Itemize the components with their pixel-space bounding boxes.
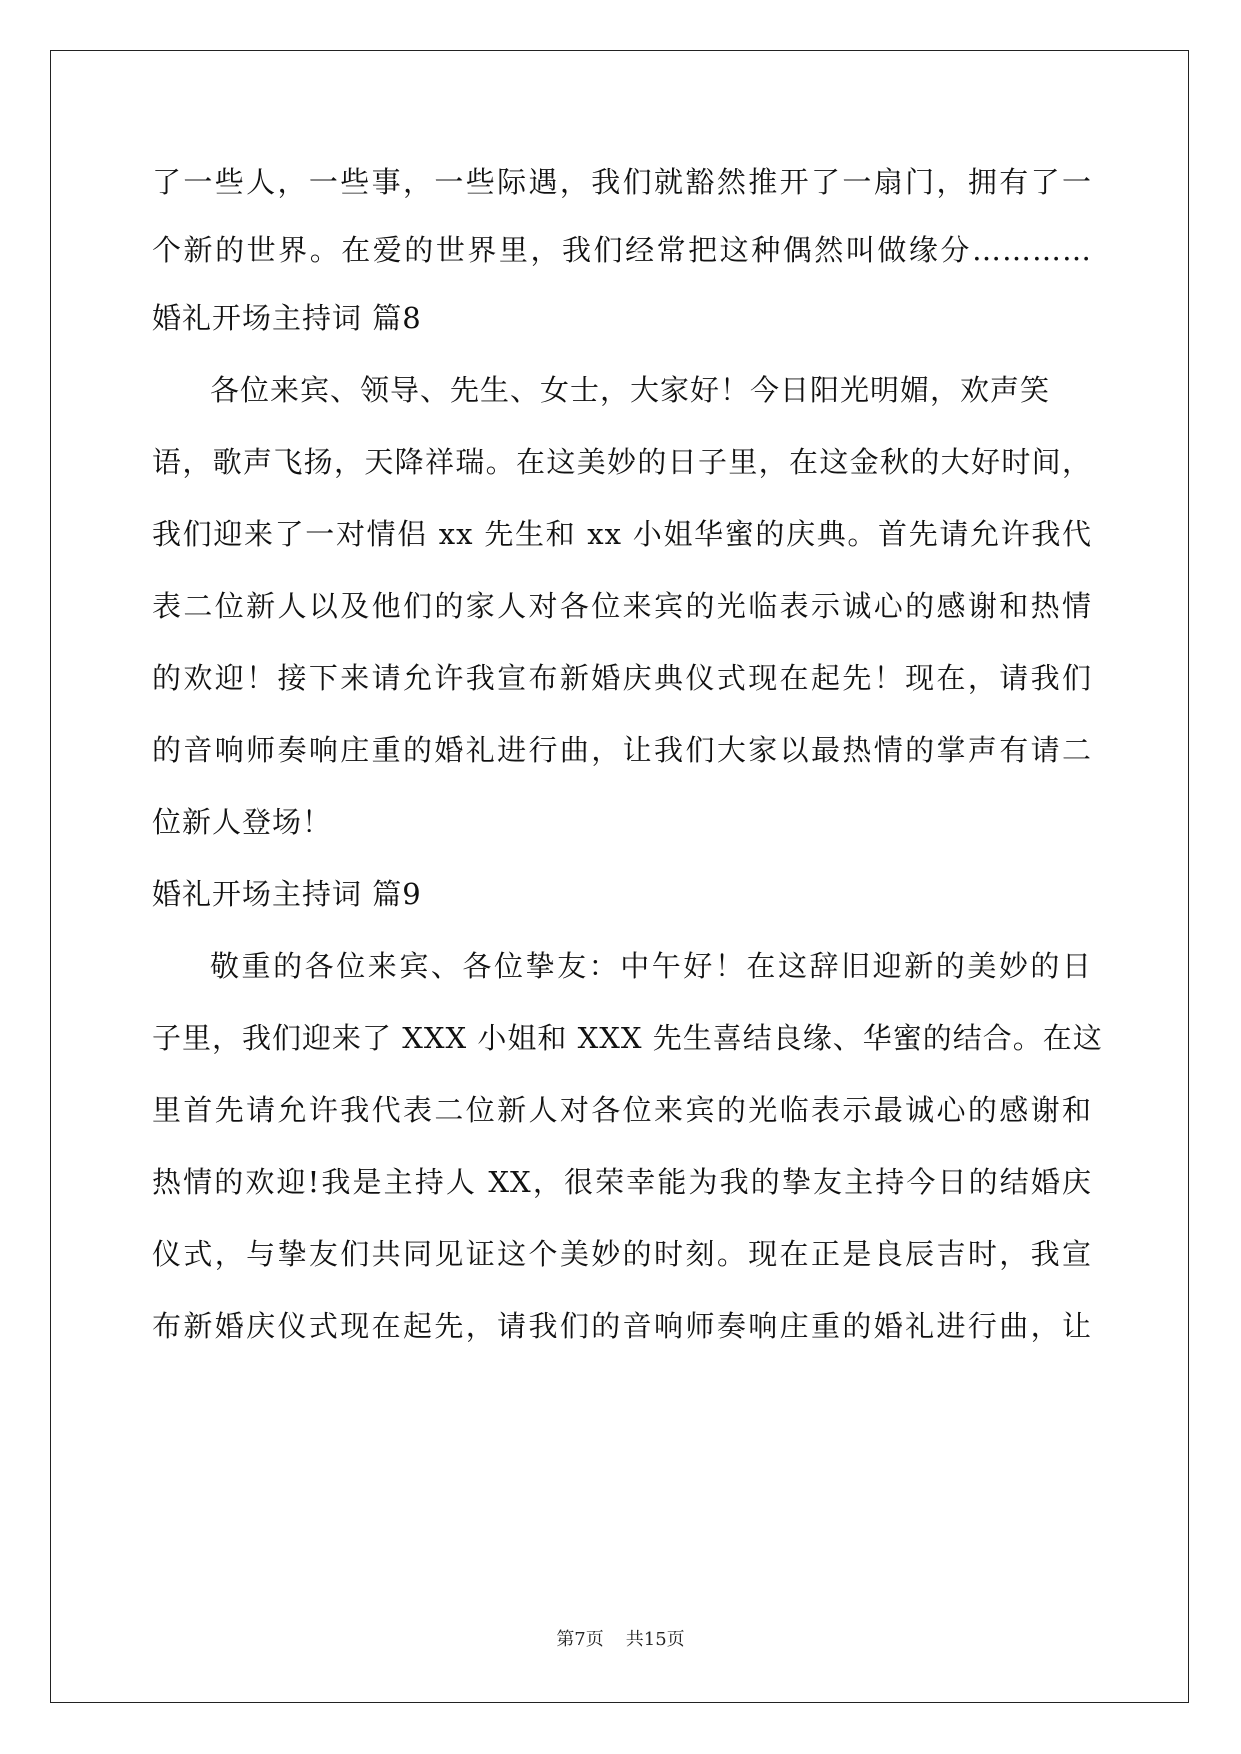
body-text-line: 子里，我们迎来了 XXX 小姐和 XXX 先生喜结良缘、华蜜的结合。在这	[152, 1021, 1103, 1055]
body-text-line: 位新人登场！	[152, 805, 333, 839]
page-footer	[0, 1628, 1241, 1652]
section-heading-9: 婚礼开场主持词 篇9	[152, 877, 422, 911]
body-text-line: 我们迎来了一对情侣 xx 先生和 xx 小姐华蜜的庆典。首先请允许我代	[152, 517, 1092, 551]
body-text-line: 里首先请允许我代表二位新人对各位来宾的光临表示最诚心的感谢和	[152, 1093, 1092, 1127]
paragraph-first-line: 敬重的各位来宾、各位挚友：中午好！在这辞旧迎新的美妙的日	[210, 949, 1092, 983]
page-total: 共15页	[625, 1629, 685, 1650]
page-number: 第7页	[556, 1629, 604, 1650]
paragraph-first-line: 各位来宾、领导、先生、女士，大家好！今日阳光明媚，欢声笑	[210, 373, 1051, 407]
body-text-line: 热情的欢迎!我是主持人 XX，很荣幸能为我的挚友主持今日的结婚庆	[152, 1165, 1092, 1199]
body-text-line: 个新的世界。在爱的世界里，我们经常把这种偶然叫做缘分…………	[152, 233, 1092, 267]
body-text-line: 了一些人，一些事，一些际遇，我们就豁然推开了一扇门，拥有了一	[152, 165, 1092, 199]
body-text-line: 语，歌声飞扬，天降祥瑞。在这美妙的日子里，在这金秋的大好时间，	[152, 445, 1092, 479]
section-heading-8: 婚礼开场主持词 篇8	[152, 301, 422, 335]
body-text-line: 的欢迎！接下来请允许我宣布新婚庆典仪式现在起先！现在，请我们	[152, 661, 1092, 695]
body-text-line: 的音响师奏响庄重的婚礼进行曲，让我们大家以最热情的掌声有请二	[152, 733, 1092, 767]
body-text-line: 布新婚庆仪式现在起先，请我们的音响师奏响庄重的婚礼进行曲，让	[152, 1309, 1092, 1343]
body-text-line: 表二位新人以及他们的家人对各位来宾的光临表示诚心的感谢和热情	[152, 589, 1092, 623]
body-text-line: 仪式，与挚友们共同见证这个美妙的时刻。现在正是良辰吉时，我宣	[152, 1237, 1092, 1271]
